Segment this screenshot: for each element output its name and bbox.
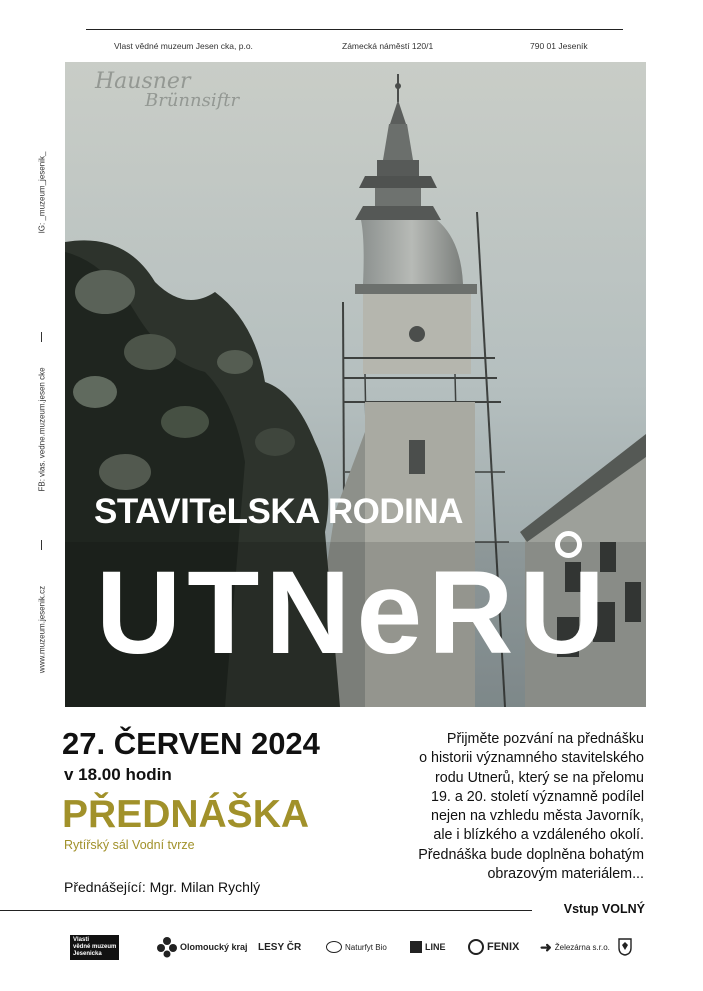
title-main: UTNeRU — [96, 547, 611, 679]
bottom-rule — [0, 910, 532, 911]
line-label: LINE — [425, 942, 446, 952]
olomoucky-kraj-label: Olomoucký kraj — [180, 942, 248, 952]
flower-icon — [156, 936, 178, 958]
olomoucky-kraj-logo — [156, 930, 248, 964]
photo-signature: Hausner — [95, 69, 191, 94]
fenix-label: FENIX — [487, 941, 520, 953]
naturfyt-logo — [326, 930, 387, 964]
naturfyt-label: Naturfyt Bio — [345, 942, 387, 952]
arrow-icon: ➜ — [540, 938, 552, 955]
circle-icon — [468, 939, 484, 955]
sidebar-contacts — [30, 100, 54, 700]
event-venue: Rytířský sál Vodní tvrze — [64, 838, 195, 852]
event-description — [344, 730, 644, 884]
shield-icon — [618, 938, 632, 956]
sidebar-separator — [41, 540, 42, 550]
event-date: 27. ČERVEN 2024 — [62, 726, 320, 761]
description-line: obrazovým materiálem... — [487, 866, 644, 883]
event-lecturer: Přednášející: Mgr. Milan Rychlý — [64, 879, 261, 895]
entry-info: Vstup VOLNÝ — [563, 902, 645, 916]
description-line: rodu Utnerů, který se na přelomu — [435, 769, 644, 786]
ring-accent — [555, 531, 582, 558]
top-rule — [86, 29, 623, 30]
sponsor-logos — [0, 930, 703, 964]
description-line: nejen na vzhledu města Javorník, — [431, 808, 644, 825]
event-time: v 18.00 hodin — [64, 765, 172, 784]
museum-logo-line: Vlasti — [73, 937, 90, 943]
square-icon — [410, 941, 422, 953]
coat-of-arms-logo — [618, 930, 632, 964]
line-logo — [410, 930, 446, 964]
fenix-logo — [468, 930, 519, 964]
sidebar-separator — [41, 332, 42, 342]
sidebar-facebook: FB: vlas. vedne.muzeum.jesen cke — [37, 367, 47, 492]
header-city: 790 01 Jeseník — [530, 41, 588, 51]
event-type: PŘEDNÁŠKA — [62, 793, 310, 836]
description-line: 19. a 20. století významně podílel — [431, 788, 644, 805]
description-line: Přijměte pozvání na přednášku — [446, 731, 644, 747]
description-line: ale i blízkého a vzdáleného okolí. — [433, 827, 644, 844]
zelezarny-label: Železárna s.r.o. — [554, 942, 610, 952]
lesy-cr-logo: LESY ČR — [258, 941, 302, 953]
museum-logo-line: vědné muzeum — [73, 944, 117, 950]
sidebar-instagram: IG: _muzeum_jesenik_ — [37, 151, 47, 234]
leaf-icon — [326, 941, 342, 953]
museum-logo-line: Jesenicka — [73, 951, 102, 957]
museum-logo — [70, 935, 119, 960]
description-line: Přednáška bude doplněna bohatým — [418, 846, 644, 863]
description-line: o historii významného stavitelského — [419, 750, 644, 767]
sidebar-website: www.muzeum.jesenik.cz — [37, 585, 47, 674]
photo-signature: Brünnsiftr — [145, 90, 240, 111]
header-address: Zámecká náměstí 120/1 — [342, 41, 434, 51]
title-subtitle: STAVITeLSKA RODINA — [94, 492, 463, 531]
header-org: Vlast vědné muzeum Jesen cka, p.o. — [114, 41, 253, 51]
zelezarny-logo — [540, 930, 610, 964]
